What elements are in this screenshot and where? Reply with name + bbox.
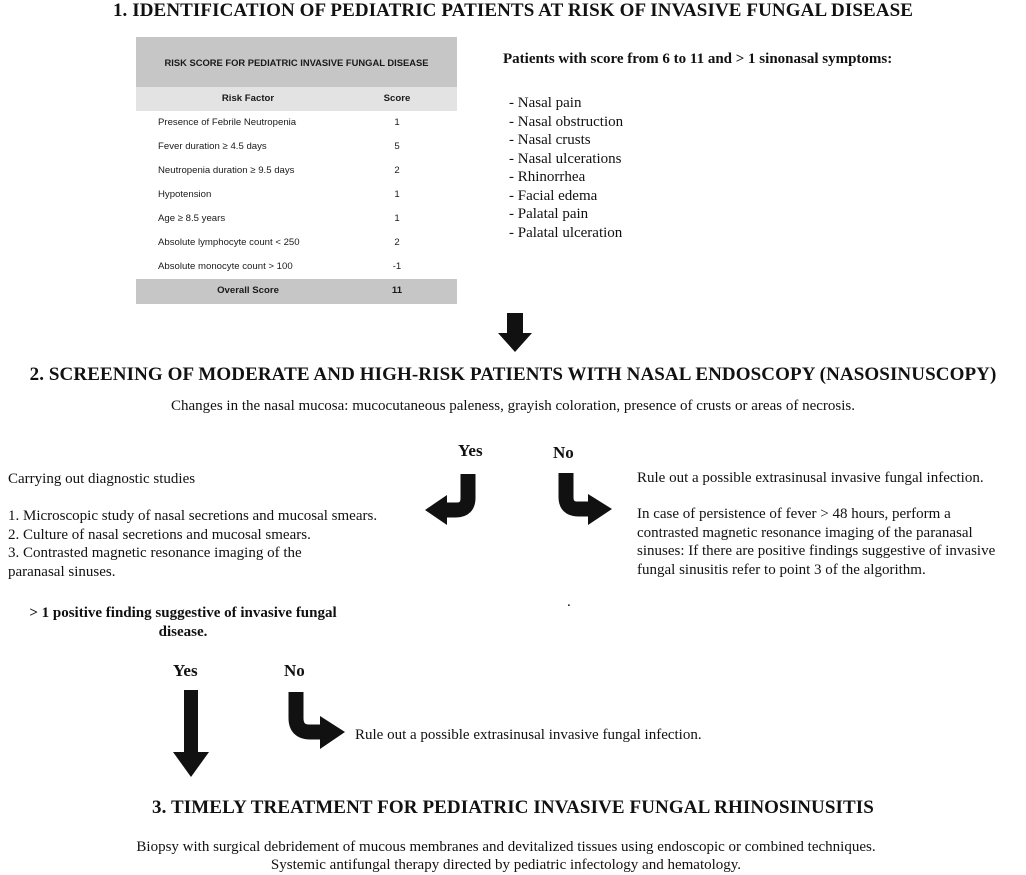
score-cell: 2 bbox=[394, 165, 400, 176]
rule-out-text: Rule out a possible extrasinusal invasive fungal infection. bbox=[637, 470, 984, 486]
persistence-text: In case of persistence of fever > 48 hours, perform a contrasted magnetic resonance imaging of the paranasal sinuses: If there are positive findings suggestive of invasive fungal sinusitis refer to point 3 of the algorithm. bbox=[637, 506, 996, 578]
table-row bbox=[136, 135, 457, 159]
no-turn-right-arrow-icon bbox=[552, 469, 614, 531]
table-row bbox=[136, 255, 457, 279]
list-item: 3. Contrasted magnetic resonance imaging of the paranasal sinuses. bbox=[8, 545, 302, 580]
table-row bbox=[136, 231, 457, 255]
score-cell: 1 bbox=[394, 117, 400, 128]
section3-line2: Systemic antifungal therapy directed by pediatric infectology and hematology. bbox=[270, 857, 742, 873]
overall-score-label: Overall Score bbox=[217, 285, 279, 296]
risk-factor-cell: Presence of Febrile Neutropenia bbox=[158, 117, 297, 128]
symptom-list bbox=[509, 94, 623, 242]
risk-table-column-header bbox=[136, 87, 457, 111]
list-item: - Nasal crusts bbox=[509, 132, 591, 148]
risk-factor-cell: Fever duration ≥ 4.5 days bbox=[158, 141, 267, 152]
no2-turn-right-arrow-icon bbox=[282, 690, 348, 754]
risk-factor-cell: Absolute lymphocyte count < 250 bbox=[158, 237, 300, 248]
diagnostics-list bbox=[8, 507, 418, 581]
no2-label: No bbox=[284, 661, 305, 680]
score-cell: 1 bbox=[394, 213, 400, 224]
section2-subtitle: Changes in the nasal mucosa: mucocutaneous paleness, grayish coloration, presence of crusts or areas of necrosis. bbox=[171, 398, 855, 414]
list-item: 1. Microscopic study of nasal secretions and mucosal smears. bbox=[8, 508, 378, 524]
yes2-label: Yes bbox=[173, 661, 198, 680]
risk-factor-cell: Neutropenia duration ≥ 9.5 days bbox=[158, 165, 295, 176]
list-item: - Palatal ulceration bbox=[509, 224, 623, 241]
table-row bbox=[136, 183, 457, 207]
list-item: - Nasal ulcerations bbox=[509, 150, 622, 167]
list-item: - Facial edema bbox=[509, 187, 598, 204]
risk-factor-cell: Age ≥ 8.5 years bbox=[158, 213, 226, 224]
yes-turn-left-arrow-icon bbox=[423, 468, 485, 530]
section3-line1: Biopsy with surgical debridement of mucous membranes and devitalized tissues using endoscopic or combined techniques. bbox=[136, 839, 876, 855]
risk-factor-cell: Hypotension bbox=[158, 189, 212, 200]
down-arrow-long-icon bbox=[172, 690, 210, 778]
table-row bbox=[136, 207, 457, 231]
column-score: Score bbox=[383, 93, 411, 104]
positive-finding-text: > 1 positive finding suggestive of invasive fungal disease. bbox=[29, 605, 337, 640]
list-item: 2. Culture of nasal secretions and mucosal smears. bbox=[8, 526, 311, 543]
risk-factor-cell: Absolute monocyte count > 100 bbox=[158, 261, 293, 272]
score-cell: -1 bbox=[392, 261, 402, 272]
list-item: - Nasal obstruction bbox=[509, 113, 624, 130]
section3-title: 3. TIMELY TREATMENT FOR PEDIATRIC INVASIVE FUNGAL RHINOSINUSITIS bbox=[152, 797, 874, 818]
table-total-row bbox=[136, 279, 457, 304]
risk-table-title: RISK SCORE FOR PEDIATRIC INVASIVE FUNGAL DISEASE bbox=[136, 37, 457, 87]
no-label: No bbox=[553, 443, 574, 462]
score-cell: 1 bbox=[394, 189, 400, 200]
risk-score-table bbox=[136, 37, 457, 304]
column-risk-factor: Risk Factor bbox=[221, 93, 275, 104]
stray-dot: . bbox=[567, 594, 571, 610]
section1-title: 1. IDENTIFICATION OF PEDIATRIC PATIENTS AT RISK OF INVASIVE FUNGAL DISEASE bbox=[112, 0, 914, 21]
yes-label: Yes bbox=[458, 441, 483, 460]
table-row bbox=[136, 111, 457, 135]
down-arrow-icon bbox=[498, 313, 532, 353]
score-cell: 2 bbox=[394, 237, 400, 248]
diagnostics-header: Carrying out diagnostic studies bbox=[8, 471, 196, 487]
list-item: - Nasal pain bbox=[509, 95, 582, 111]
list-item: - Palatal pain bbox=[509, 206, 589, 222]
section2-title: 2. SCREENING OF MODERATE AND HIGH-RISK PATIENTS WITH NASAL ENDOSCOPY (NASOSINUSCOPY) bbox=[29, 364, 997, 385]
list-item: - Rhinorrhea bbox=[509, 169, 586, 185]
overall-score-value: 11 bbox=[391, 285, 403, 296]
rule-out-text-2: Rule out a possible extrasinusal invasive fungal infection. bbox=[355, 727, 702, 743]
table-row bbox=[136, 159, 457, 183]
score-cell: 5 bbox=[394, 141, 400, 152]
symptoms-header: Patients with score from 6 to 11 and > 1 sinonasal symptoms: bbox=[503, 51, 893, 67]
